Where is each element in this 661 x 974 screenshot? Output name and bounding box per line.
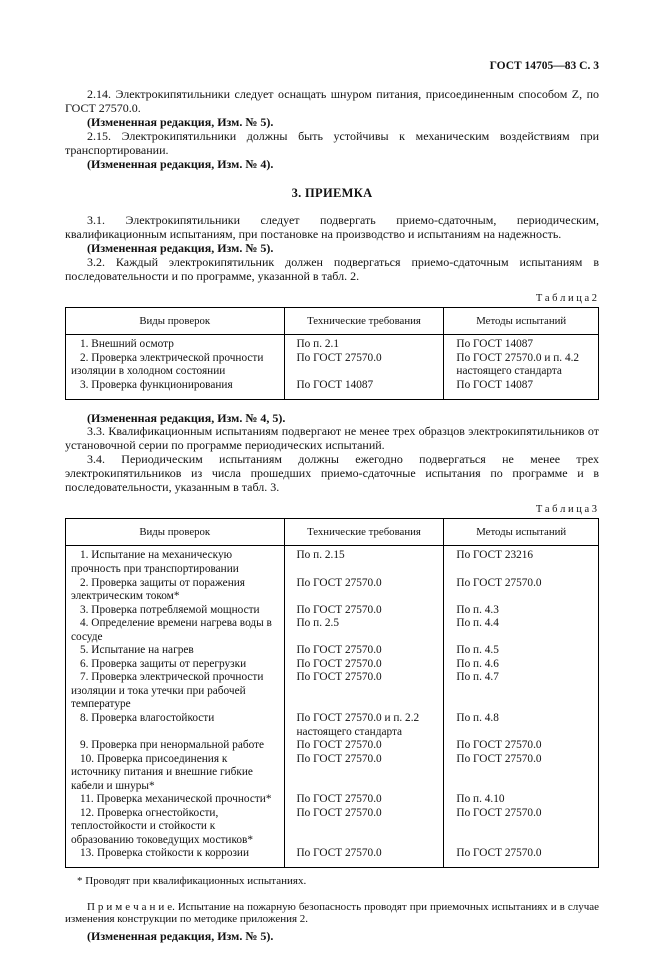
table-cell: 7. Проверка электрической прочности изоляции и тока утечки при рабочей температуре: [66, 671, 285, 712]
revision-note-2: (Измененная редакция, Изм. № 4).: [87, 156, 274, 171]
header-row: [66, 519, 599, 546]
table-cell: По ГОСТ 14087: [284, 379, 444, 399]
table-cell: По п. 4.5: [444, 644, 599, 658]
table-row: [66, 739, 599, 753]
column-header: Технические требования: [284, 307, 444, 334]
table-cell: 2. Проверка защиты от поражения электрическим током*: [66, 577, 285, 604]
table-cell: По ГОСТ 27570.0: [444, 807, 599, 848]
revision-note-3: (Измененная редакция, Изм. № 5).: [87, 241, 274, 256]
section-heading: 3. ПРИЕМКА: [291, 186, 373, 201]
table-row: [66, 604, 599, 618]
table-cell: По п. 4.6: [444, 658, 599, 672]
table-cell: По п. 2.15: [284, 546, 444, 577]
table-cell: По ГОСТ 27570.0: [284, 847, 444, 867]
table-cell: По ГОСТ 23216: [444, 546, 599, 577]
table-cell: По ГОСТ 27570.0: [284, 793, 444, 807]
table-cell: 13. Проверка стойкости к коррозии: [66, 847, 285, 867]
table-cell: 9. Проверка при ненормальной работе: [66, 739, 285, 753]
table-cell: По ГОСТ 27570.0: [284, 753, 444, 794]
table-2: [65, 307, 599, 400]
note-paragraph: П р и м е ч а н и е. Испытание на пожарную безопасность проводят при приемочных испытаниях и в случае изменения конструкции по методике приложения 2.: [65, 900, 599, 926]
table-cell: 5. Испытание на нагрев: [66, 644, 285, 658]
header-row: [66, 307, 599, 334]
revision-note-4: (Измененная редакция, Изм. № 4, 5).: [87, 410, 286, 425]
paragraph-3-2: 3.2. Каждый электрокипятильник должен подвергаться приемо-сдаточным испытаниям в последовательности и по программе, указанной в табл. 2.: [65, 255, 599, 284]
table-cell: По ГОСТ 27570.0: [284, 658, 444, 672]
table-2-caption: Т а б л и ц а 2: [535, 292, 597, 304]
paragraph-3-1: 3.1. Электрокипятильники следует подвергать приемо-сдаточным, периодическим, квалификационным испытаниям, при постановке на производство и испытаниям на надежность.: [65, 213, 599, 242]
table-cell: 1. Испытание на механическую прочность при транспортировании: [66, 546, 285, 577]
table-3: [65, 518, 599, 868]
table-footnote: * Проводят при квалификационных испытаниях.: [77, 874, 307, 887]
table-row: [66, 577, 599, 604]
table-cell: По ГОСТ 27570.0: [444, 847, 599, 867]
table-row: [66, 644, 599, 658]
table-3-caption: Т а б л и ц а 3: [535, 504, 597, 515]
table-row: [66, 658, 599, 672]
paragraph-2-14: 2.14. Электрокипятильники следует оснащать шнуром питания, присоединенным способом Z, по ГОСТ 27570.0.: [65, 87, 599, 115]
table-row: [66, 712, 599, 739]
table-cell: По п. 4.8: [444, 712, 599, 739]
table-cell: 2. Проверка электрической прочности изоляции в холодном состоянии: [66, 352, 285, 379]
table-cell: По п. 4.3: [444, 604, 599, 618]
table-cell: По ГОСТ 27570.0 и п. 4.2 настоящего стандарта: [444, 352, 599, 379]
table-cell: По п. 2.1: [284, 335, 444, 352]
table-row: [66, 671, 599, 712]
table-cell: По п. 2.5: [284, 617, 444, 644]
table-row: [66, 379, 599, 399]
table-cell: По ГОСТ 27570.0: [284, 604, 444, 618]
revision-note-5: (Измененная редакция, Изм. № 5).: [87, 929, 274, 944]
paragraph-3-3: 3.3. Квалификационным испытаниям подвергают не менее трех образцов электрокипятильников от установочной серии по программе периодических испытаний.: [65, 424, 599, 453]
table-cell: По ГОСТ 27570.0: [284, 577, 444, 604]
table-cell: 12. Проверка огнестойкости, теплостойкости и стойкости к образованию токоведущих мостиков*: [66, 807, 285, 848]
table-cell: По ГОСТ 14087: [444, 335, 599, 352]
table-cell: По ГОСТ 27570.0: [444, 577, 599, 604]
paragraph-3-4: 3.4. Периодическим испытаниям должны ежегодно подвергаться не менее трех электрокипятильников из числа прошедших приемо-сдаточные испытания по программе и в последовательности, указанным в табл. 3.: [65, 452, 599, 495]
column-header: Виды проверок: [66, 519, 285, 546]
table-cell: По ГОСТ 27570.0: [284, 644, 444, 658]
paragraph-2-15: 2.15. Электрокипятильники должны быть устойчивы к механическим воздействиям при транспортировании.: [65, 128, 599, 157]
table-cell: По п. 4.4: [444, 617, 599, 644]
table-cell: По ГОСТ 27570.0: [444, 753, 599, 794]
table-row: [66, 546, 599, 577]
table-row: [66, 352, 599, 379]
table-cell: По ГОСТ 27570.0: [444, 739, 599, 753]
table-cell: По ГОСТ 27570.0: [284, 671, 444, 712]
table-cell: По ГОСТ 27570.0 и п. 2.2 настоящего стандарта: [284, 712, 444, 739]
table-row: [66, 847, 599, 867]
table-row: [66, 807, 599, 848]
table-cell: По п. 4.10: [444, 793, 599, 807]
doc-reference: ГОСТ 14705—83 С. 3: [489, 60, 599, 72]
table-row: [66, 793, 599, 807]
column-header: Методы испытаний: [444, 519, 599, 546]
table-cell: По ГОСТ 14087: [444, 379, 599, 399]
column-header: Виды проверок: [66, 307, 285, 334]
table-cell: 8. Проверка влагостойкости: [66, 712, 285, 739]
table-cell: 6. Проверка защиты от перегрузки: [66, 658, 285, 672]
table-cell: По п. 4.7: [444, 671, 599, 712]
revision-note-1: (Измененная редакция, Изм. № 5).: [87, 114, 274, 129]
table-cell: 11. Проверка механической прочности*: [66, 793, 285, 807]
table-cell: 4. Определение времени нагрева воды в сосуде: [66, 617, 285, 644]
table-cell: По ГОСТ 27570.0: [284, 807, 444, 848]
table-cell: 3. Проверка потребляемой мощности: [66, 604, 285, 618]
column-header: Методы испытаний: [444, 307, 599, 334]
table-cell: 3. Проверка функционирования: [66, 379, 285, 399]
table-row: [66, 335, 599, 352]
table-cell: 10. Проверка присоединения к источнику питания и внешние гибкие кабели и шнуры*: [66, 753, 285, 794]
table-cell: По ГОСТ 27570.0: [284, 352, 444, 379]
table-cell: По ГОСТ 27570.0: [284, 739, 444, 753]
table-row: [66, 753, 599, 794]
table-cell: 1. Внешний осмотр: [66, 335, 285, 352]
column-header: Технические требования: [284, 519, 444, 546]
table-row: [66, 617, 599, 644]
